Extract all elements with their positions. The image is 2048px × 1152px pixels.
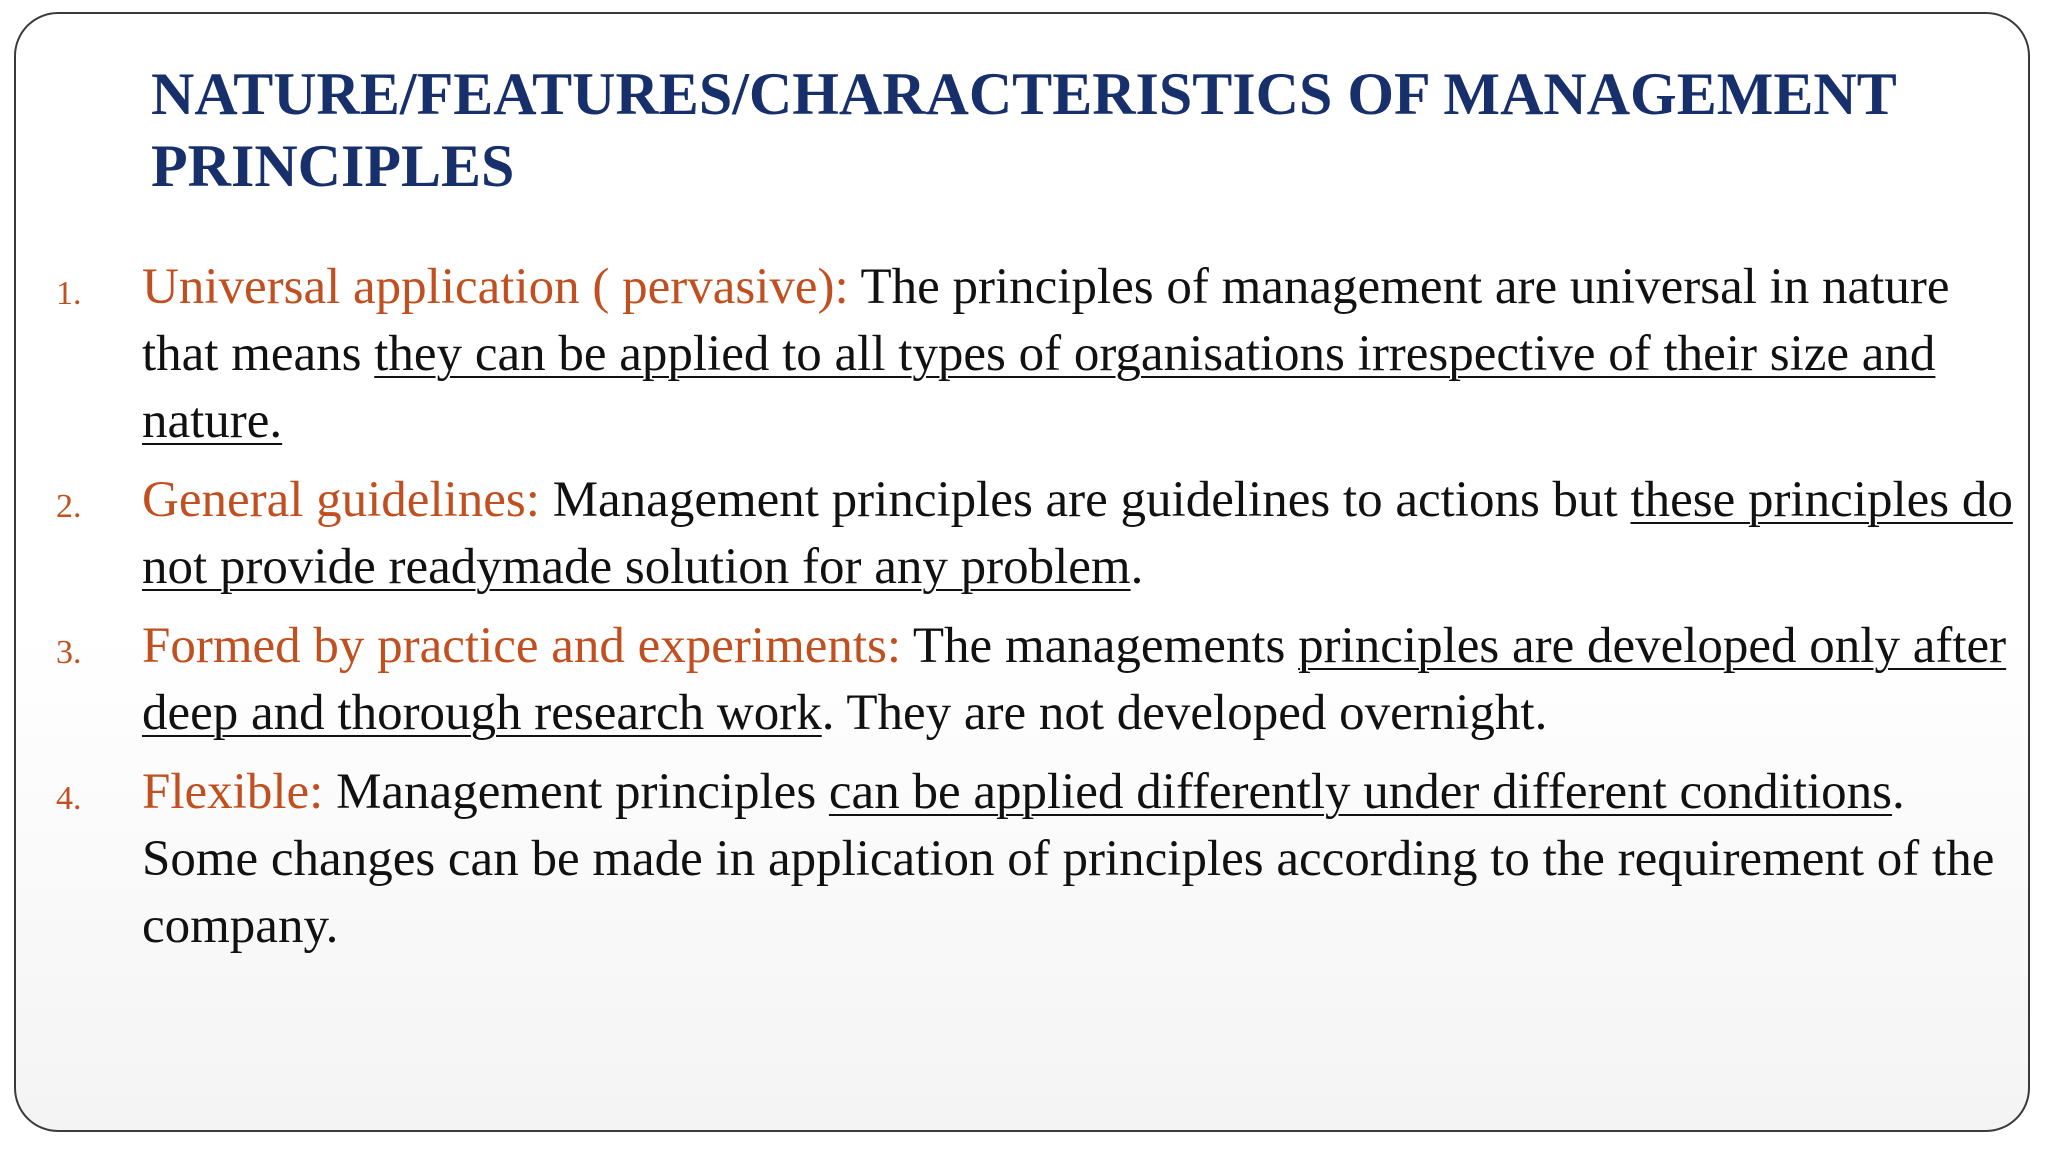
item-underlined-text: they can be applied to all types of organisations irrespective of their size and nature. (142, 326, 1936, 449)
item-heading: General guidelines: (142, 472, 540, 528)
item-underlined-text: these principles do not provide readymade solution for any problem (142, 472, 2013, 595)
list-item (56, 613, 2016, 747)
list-item (56, 467, 2016, 601)
item-underlined-text: can be applied differently under different conditions (828, 764, 1893, 820)
item-text: Management principles (323, 764, 829, 820)
item-underlined-text: principles are developed only after deep and thorough research work (142, 618, 2007, 741)
item-number: 2. (56, 488, 82, 525)
item-text: The principles of management are universal in nature that means (142, 259, 1950, 382)
list-item (56, 254, 2016, 455)
item-text: Management principles are guidelines to actions but (539, 472, 1631, 528)
item-number: 4. (56, 780, 82, 817)
item-text: The managements (901, 618, 1299, 674)
slide (14, 12, 2030, 1132)
item-heading: Flexible: (142, 764, 324, 820)
item-heading: Formed by practice and experiments: (142, 618, 902, 674)
item-number: 3. (56, 634, 82, 671)
item-text-after: . They are not developed overnight. (821, 685, 1548, 741)
item-text-after: . Some changes can be made in application of principles according to the requirement of the company. (142, 764, 1995, 954)
item-heading: Universal application ( pervasive): (142, 259, 849, 315)
item-number: 1. (56, 275, 82, 312)
list-item (56, 759, 2016, 960)
characteristics-list (56, 254, 2016, 972)
slide-title: NATURE/FEATURES/CHARACTERISTICS OF MANAGEMENT PRINCIPLES (151, 61, 1896, 199)
item-text-after: . (1130, 539, 1144, 595)
